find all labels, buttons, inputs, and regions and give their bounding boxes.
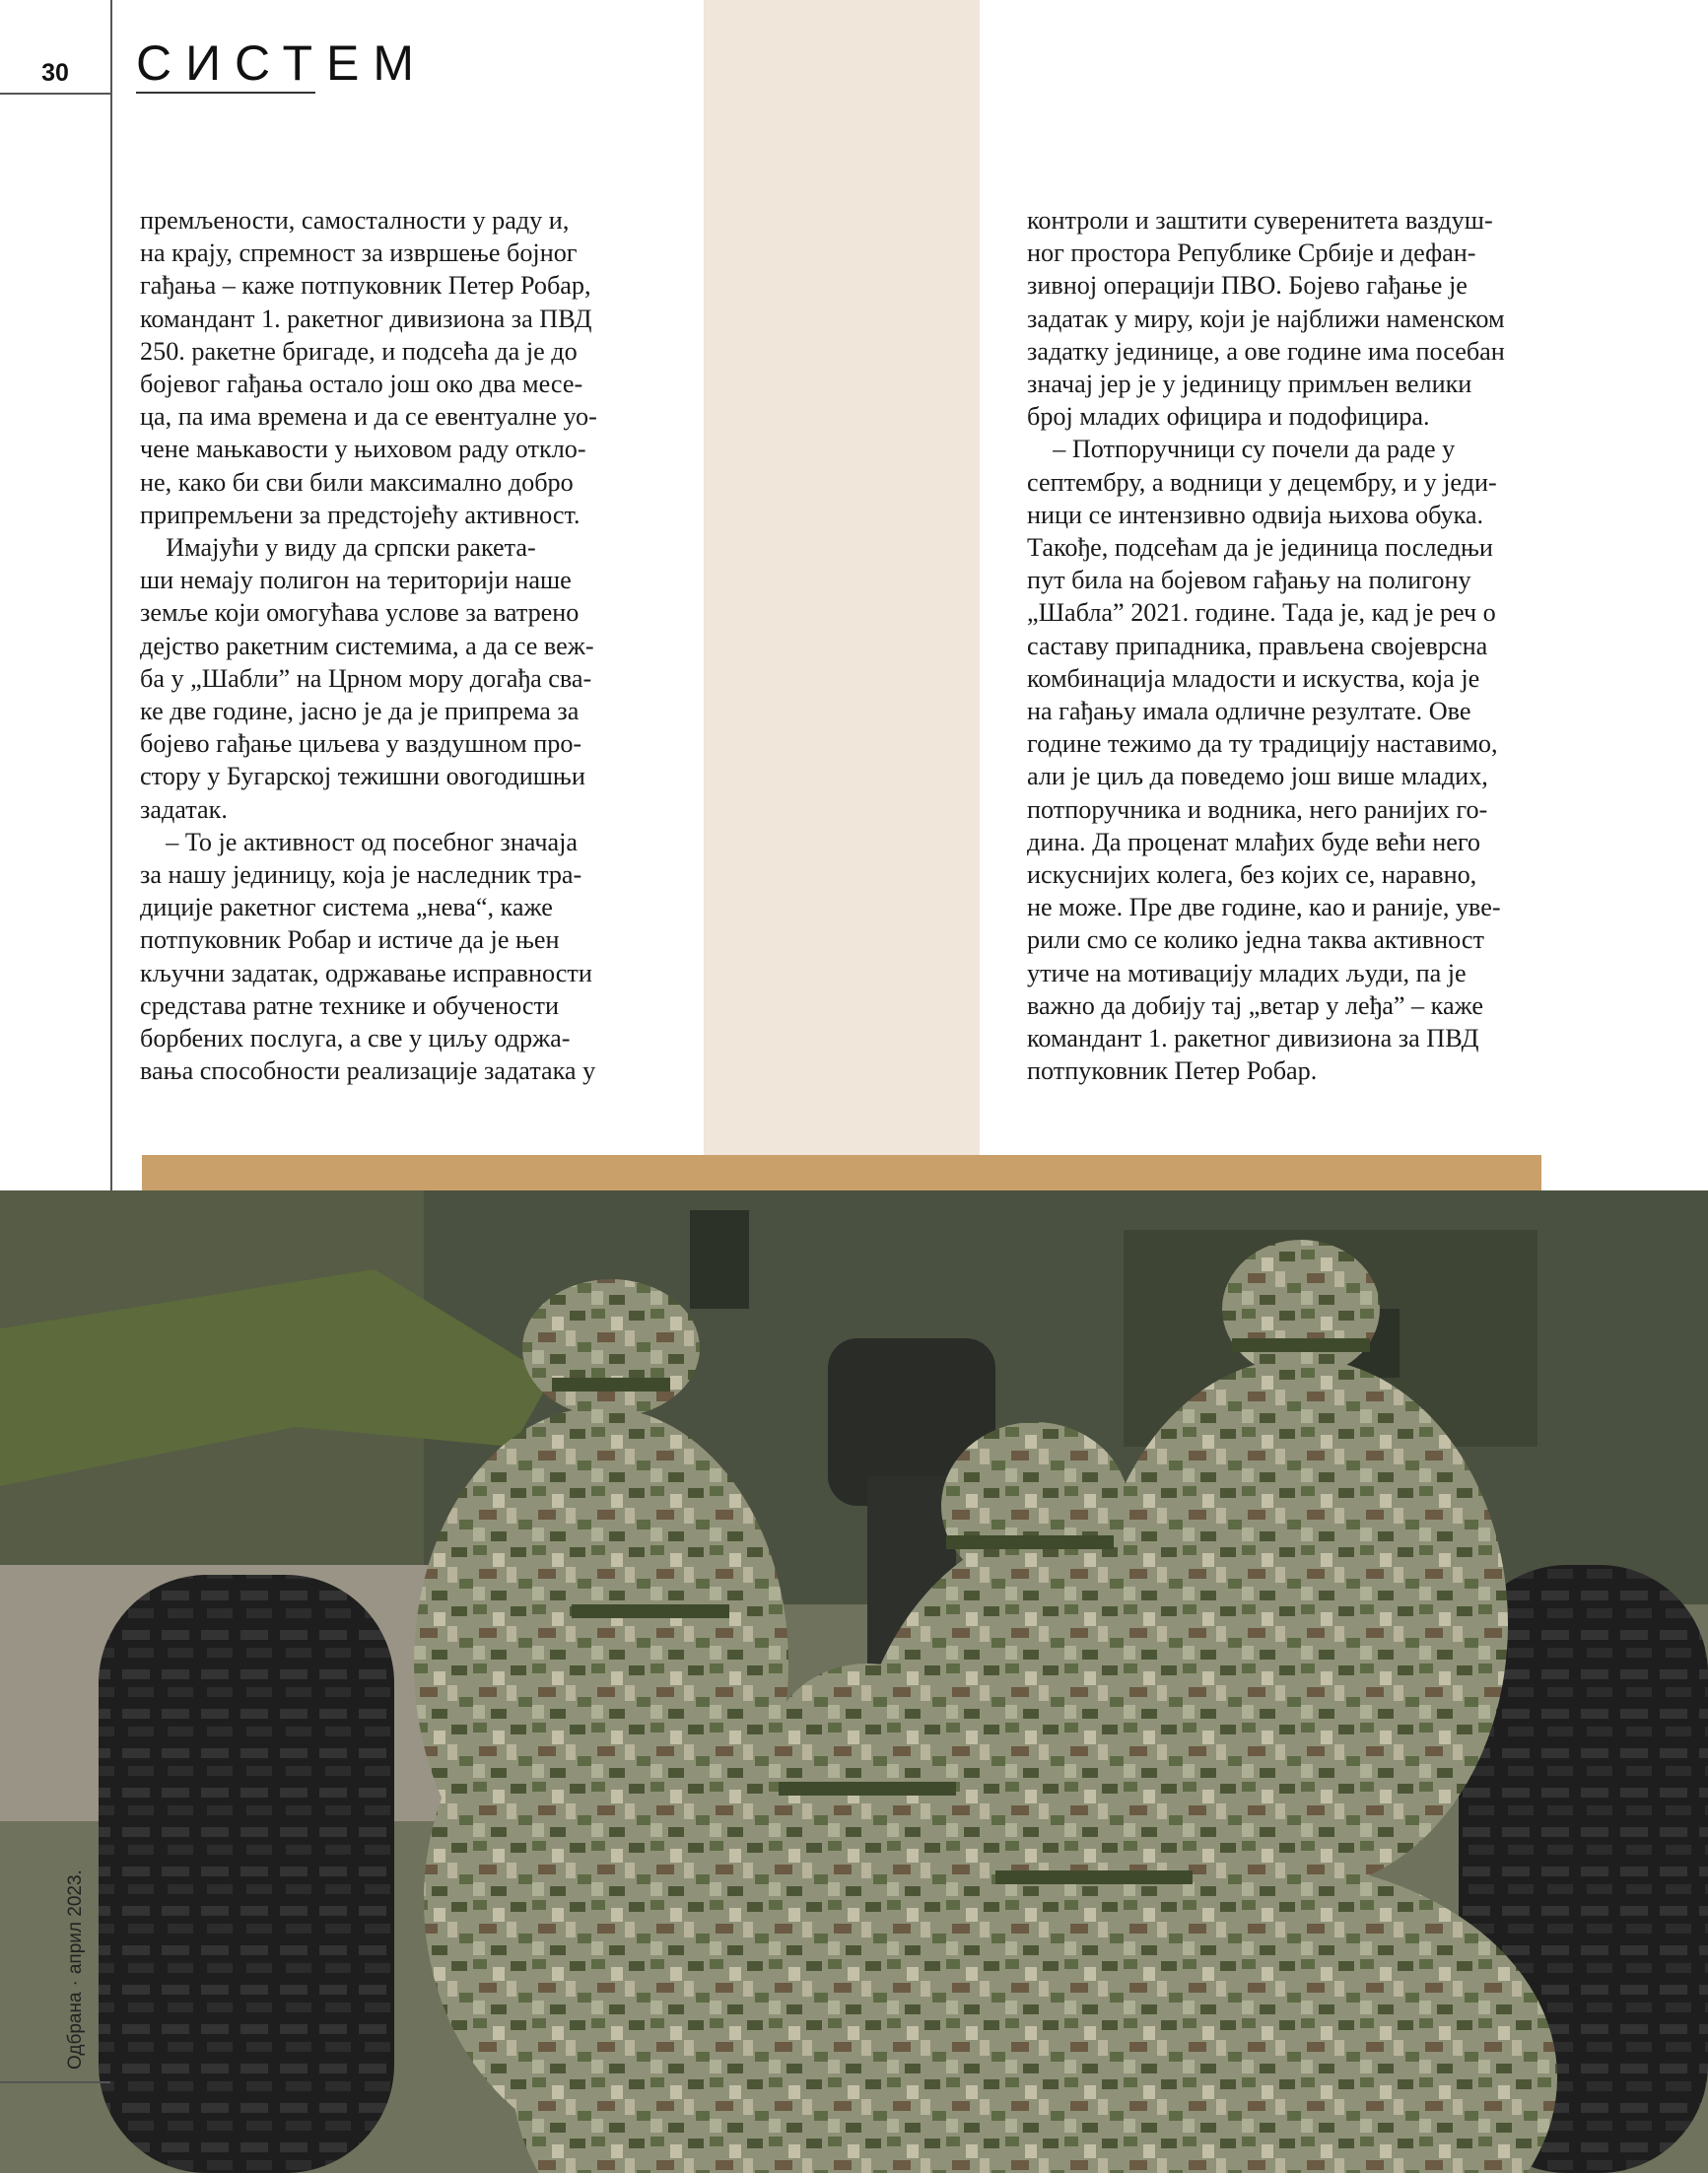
section-title-underline [136,92,315,94]
issue-date: април 2023. [65,1869,86,1975]
paragraph: – То је активност од посебног значаја за нашу јединицу, која је наследник тра- диције ракетног система „нева“, каже потпуковник Робар и истиче да је њен кључни задатак, одржавање исправности средстава ратне технике и обучености борбених послуга, а све у циљу одржа- вања способности реализације задатака у [140,827,596,1086]
page-number: 30 [41,59,69,87]
section-title: СИСТЕМ [136,35,429,91]
margin-divider [110,0,112,1190]
decorative-tan-bar [142,1155,1541,1190]
article-right-column [1027,204,1574,1087]
footer-rule [0,2081,110,2083]
paragraph: Имајући у виду да српски ракета- ши немају полигон на територији наше земље који омогућава услове за ватрено дејство ракетним системима, а да се веж- ба у „Шабли” на Црном мору догађа сва- ке две године, јасно је да је припрема за бојево гађање циљева у ваздушном про- стору у Бугарској тежишни овогодишњи задатак. [140,533,594,824]
paragraph: контроли и заштити суверенитета ваздуш- ног простора Републике Србије и дефан- зивној операцији ПВО. Бојево гађање је задатак у миру, који је најближи наменском задатку јединице, а ове године има посебан значај јер је у јединицу примљен велики број младих официра и подофицира. [1027,206,1505,432]
article-photo-soldiers-with-artillery [0,1190,1708,2173]
decorative-beige-strip [704,0,980,1155]
publication-footer [65,1869,87,2070]
article-left-column [140,204,657,1087]
paragraph: – Потпоручници су почели да раде у септембру, а водници у децембру, и у једи- ници се интензивно одвија њихова обука. Такође, подсећам да је јединица последњи пут била на бојевом гађању на полигону „Шабла” 2021. године. Тада је, кад је реч о саставу припадника, прављена својеврсна комбинација младости и искуства, која је на гађању имала одличне резултате. Ове године тежимо да ту традицију наставимо, али је циљ да поведемо још више младих, потпоручника и водника, него ранијих го- дина. Да проценат млађих буде већи него искуснијих колега, без којих се, наравно, не може. Пре две године, као и раније, уве- рили смо се колико једна таква активност утиче на мотивацију младих људи, па је важно да добију тај „ветар у леђа” – каже командант 1. ракетног дивизиона за ПВД потпуковник Петер Робар. [1027,435,1501,1086]
page-number-rule [0,93,110,95]
paragraph: премљености, самосталности у раду и, на крају, спремност за извршење бојног гађања – каже потпуковник Петер Робар, командант 1. ракетног дивизиона за ПВД 250. ракетне бригаде, и подсећа да је до бојевог гађања остало још око два месе- ца, па има времена и да се евентуалне уо- чене мањкавости у њиховом раду откло- не, како би сви били максимално добро припремљени за предстојећу активност. [140,206,597,529]
publication-name: Одбрана [65,1992,86,2070]
footer-separator: · [65,1980,86,1987]
